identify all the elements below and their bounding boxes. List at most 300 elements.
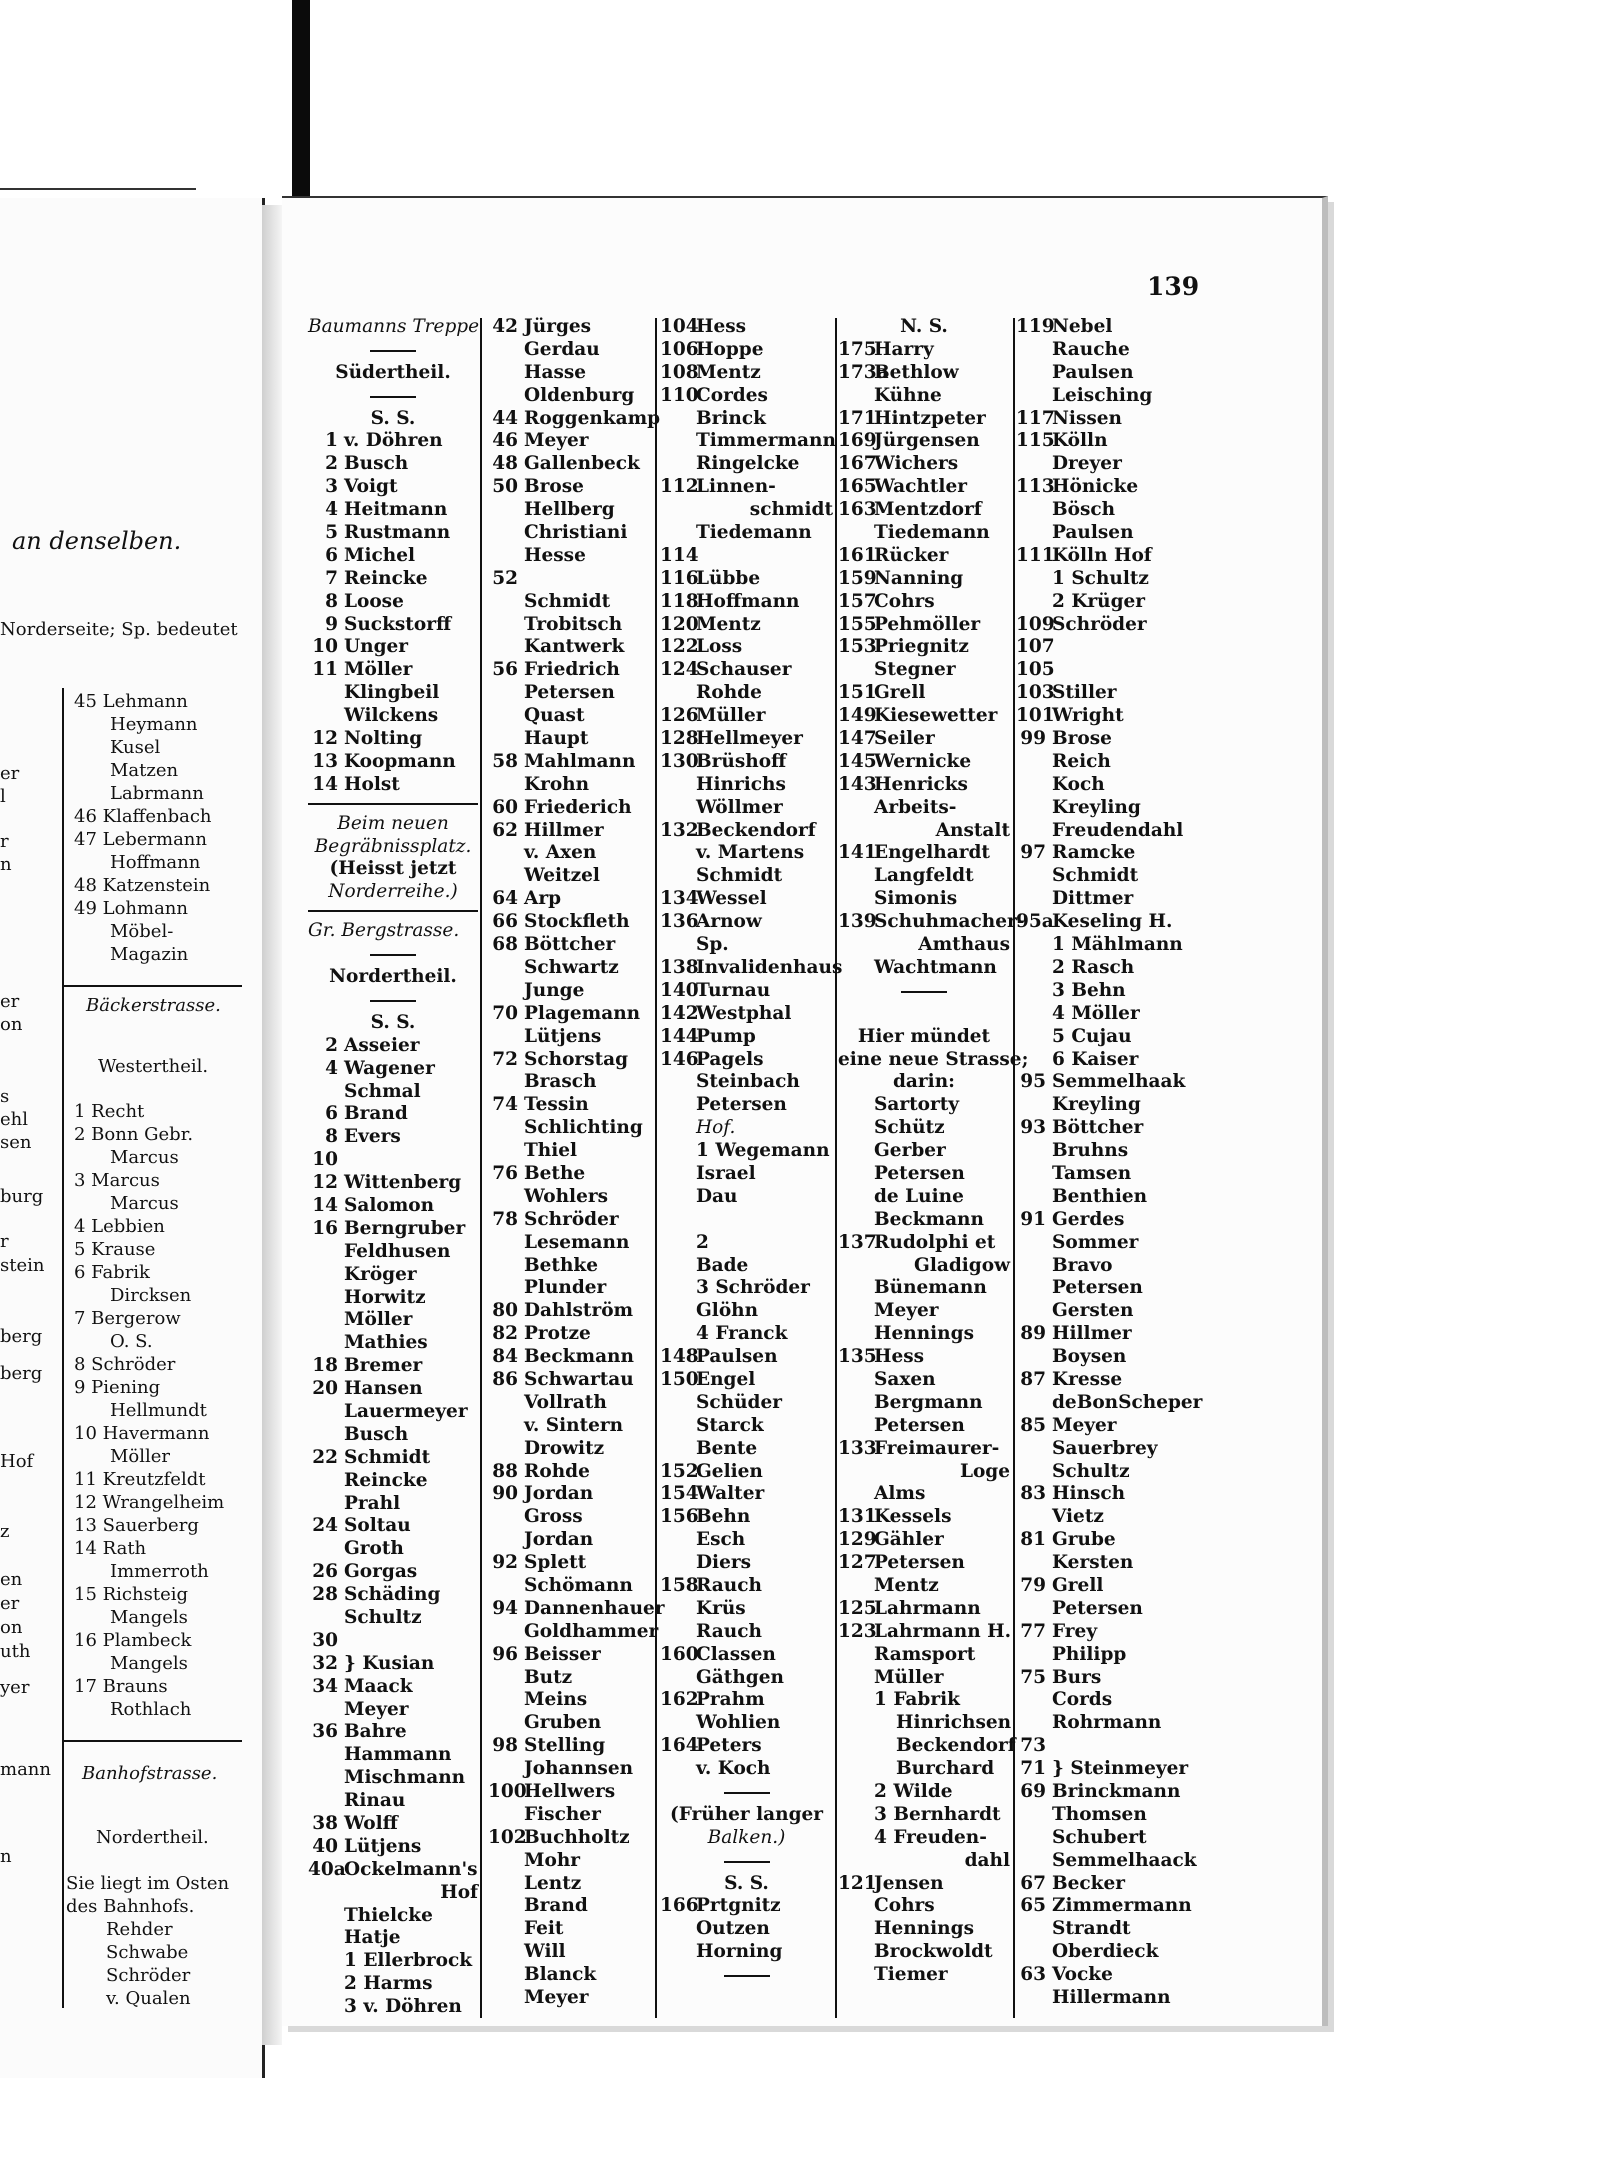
directory-entry	[660, 1392, 833, 1415]
directory-entry	[660, 1873, 833, 1896]
directory-entry	[1016, 1369, 1196, 1392]
resident-name: Sommer	[1052, 1231, 1139, 1253]
house-number: 98	[492, 1735, 518, 1757]
directory-entry	[1016, 614, 1196, 637]
directory-entry	[838, 934, 1010, 957]
resident-name: Dahlström	[524, 1300, 634, 1322]
directory-entry	[1016, 1781, 1196, 1804]
house-number: 74	[492, 1094, 518, 1116]
resident-name: Butz	[524, 1666, 573, 1688]
resident-name: Holst	[344, 773, 400, 795]
resident-name: v. Koch	[696, 1758, 771, 1780]
house-number: 8	[325, 1126, 338, 1148]
directory-entry	[1016, 499, 1196, 522]
resident-name: Sp.	[696, 934, 729, 956]
directory-entry	[488, 385, 653, 408]
resident-name: Drowitz	[524, 1437, 605, 1459]
directory-entry	[488, 636, 653, 659]
directory-entry	[838, 865, 1010, 888]
section-rule	[308, 803, 478, 805]
directory-entry	[1016, 1827, 1196, 1850]
resident-name: Petersen	[874, 1162, 965, 1184]
left-margin-fragment: berg	[0, 1326, 43, 1347]
house-number: 96	[492, 1643, 518, 1665]
resident-name: 1 Schultz	[1052, 567, 1149, 589]
directory-entry	[660, 1461, 833, 1484]
resident-name: Grell	[1052, 1574, 1104, 1596]
directory-entry	[1016, 1163, 1196, 1186]
house-number: 166	[660, 1895, 699, 1917]
left-entry: 5 Krause	[74, 1239, 156, 1260]
left-margin-fragment: n	[0, 854, 12, 875]
directory-entry	[488, 1987, 653, 2010]
directory-entry	[660, 636, 833, 659]
directory-entry	[488, 568, 653, 591]
resident-name: de Luine	[874, 1185, 964, 1207]
directory-entry	[660, 1163, 833, 1186]
house-number: 116	[660, 567, 699, 589]
resident-name: Müller	[874, 1666, 944, 1688]
resident-name: Bremer	[344, 1355, 423, 1377]
directory-entry	[308, 966, 478, 989]
directory-entry	[308, 1309, 478, 1332]
house-number: 91	[1020, 1208, 1046, 1230]
resident-name: Wolff	[344, 1813, 398, 1834]
resident-name: Trobitsch	[524, 613, 623, 635]
house-number: 64	[492, 888, 518, 910]
directory-entry	[308, 1515, 478, 1538]
directory-entry	[1016, 1575, 1196, 1598]
directory-entry	[660, 1438, 833, 1461]
house-number: 161	[838, 544, 877, 566]
left-entry: Schröder	[106, 1965, 191, 1986]
house-number: 66	[492, 911, 518, 933]
resident-name: Rauch	[696, 1574, 762, 1596]
house-number: 14	[312, 773, 338, 795]
directory-entry	[838, 1369, 1010, 1392]
directory-entry	[1016, 385, 1196, 408]
left-section-nordertheil: Nordertheil.	[96, 1827, 209, 1848]
directory-entry	[838, 316, 1010, 339]
directory-entry	[308, 1424, 478, 1447]
left-entry: Möbel-	[110, 921, 174, 942]
house-number: 110	[660, 384, 699, 406]
resident-name: Hinrichsen	[896, 1712, 1012, 1734]
directory-entry	[660, 1483, 833, 1506]
directory-entry	[1016, 751, 1196, 774]
left-entry: O. S.	[110, 1331, 153, 1352]
house-number: 4	[325, 1057, 338, 1079]
house-number: 114	[660, 544, 699, 566]
directory-entry	[488, 430, 653, 453]
resident-name: Prtgnitz	[696, 1895, 781, 1917]
resident-name: Lentz	[524, 1872, 582, 1894]
resident-name: Paulsen	[1052, 361, 1134, 383]
resident-name: Jürgensen	[874, 430, 980, 452]
directory-entry	[660, 1781, 833, 1804]
directory-entry	[660, 545, 833, 568]
resident-name: Mentzdorf	[874, 499, 982, 521]
resident-name: Pump	[696, 1025, 756, 1047]
house-number: 65	[1020, 1895, 1046, 1917]
directory-entry	[488, 728, 653, 751]
directory-entry	[838, 797, 1010, 820]
resident-name: Kühne	[874, 384, 942, 406]
house-number: 111	[1016, 544, 1055, 566]
directory-entry	[488, 1781, 653, 1804]
resident-name: Junge	[524, 979, 585, 1001]
resident-name: Plunder	[524, 1277, 607, 1299]
directory-entry	[1016, 1735, 1196, 1758]
resident-name: Meins	[524, 1689, 588, 1711]
house-number: 18	[312, 1355, 338, 1377]
directory-entry	[488, 1597, 665, 1621]
left-entry: Labrmann	[110, 783, 204, 804]
directory-entry	[838, 1346, 1010, 1369]
house-number: 118	[660, 590, 699, 612]
resident-name: Hatje	[344, 1927, 401, 1949]
house-number: 117	[1016, 407, 1055, 429]
resident-name: Frey	[1052, 1620, 1098, 1642]
directory-entry	[488, 820, 653, 843]
house-number: 147	[838, 728, 877, 750]
house-number: 129	[838, 1529, 877, 1551]
resident-name: (Heisst jetzt	[329, 858, 457, 880]
resident-name: Arp	[524, 888, 562, 910]
resident-name: Kreyling	[1052, 796, 1141, 818]
directory-entry	[1016, 1918, 1196, 1941]
resident-name: Beckmann	[874, 1208, 984, 1230]
resident-name: Hof	[440, 1881, 478, 1903]
resident-name: Lesemann	[524, 1231, 630, 1253]
resident-name: Bravo	[1052, 1254, 1113, 1276]
resident-name: Rohrmann	[1052, 1712, 1162, 1734]
house-number: 2	[325, 453, 338, 475]
directory-entry	[838, 1438, 1010, 1461]
directory-entry	[308, 1081, 478, 1104]
house-number: 155	[838, 613, 877, 635]
resident-name: Petersen	[524, 682, 615, 704]
resident-name: Schorstag	[524, 1048, 629, 1070]
directory-entry	[660, 1804, 833, 1827]
directory-entry	[838, 659, 1010, 682]
resident-name: Möller	[344, 659, 413, 681]
directory-entry	[488, 1620, 659, 1644]
resident-name: Beckendorf	[696, 819, 816, 841]
resident-name: Thomsen	[1052, 1803, 1147, 1825]
directory-entry	[838, 1277, 1010, 1300]
left-entry: Matzen	[110, 760, 179, 781]
resident-name: Stiller	[1052, 682, 1117, 704]
directory-entry	[308, 1721, 478, 1744]
resident-name: Schröder	[524, 1208, 619, 1230]
resident-name: 6 Kaiser	[1052, 1048, 1139, 1070]
directory-entry	[660, 1277, 833, 1300]
house-number: 32	[312, 1652, 338, 1674]
resident-name: Hillermann	[1052, 1987, 1171, 2009]
directory-entry	[488, 591, 653, 614]
resident-name: Schlichting	[524, 1117, 643, 1139]
directory-entry	[308, 682, 478, 705]
directory-entry	[838, 1461, 1010, 1484]
directory-entry	[308, 408, 478, 431]
directory-entry	[308, 1332, 478, 1355]
directory-entry	[488, 316, 653, 339]
directory-entry	[308, 1218, 478, 1241]
directory-entry	[838, 1003, 1010, 1026]
left-entry: Kusel	[110, 737, 161, 758]
directory-entry	[488, 1049, 653, 1072]
directory-entry	[1016, 728, 1196, 751]
directory-entry	[488, 1438, 653, 1461]
house-number: 141	[838, 842, 877, 864]
house-number: 138	[660, 956, 699, 978]
directory-entry	[838, 1506, 1010, 1529]
directory-entry	[308, 803, 478, 813]
left-entry: 6 Fabrik	[74, 1262, 150, 1283]
directory-entry	[660, 339, 833, 362]
house-number: 30	[312, 1629, 338, 1651]
resident-name: Feldhusen	[344, 1240, 451, 1262]
directory-entry	[660, 1667, 833, 1690]
resident-name: Hönicke	[1052, 476, 1139, 498]
house-number: 50	[492, 476, 518, 498]
resident-name: Nanning	[874, 567, 964, 589]
directory-entry	[488, 1392, 653, 1415]
directory-entry	[488, 1003, 653, 1026]
left-section-westertheil: Westertheil.	[98, 1056, 209, 1077]
resident-name: Petersen	[874, 1552, 965, 1574]
directory-entry	[1016, 408, 1196, 431]
directory-entry	[308, 1378, 478, 1401]
directory-entry	[1016, 1758, 1196, 1781]
resident-name: Schubert	[1052, 1826, 1147, 1848]
left-margin-fragment: en	[0, 1569, 23, 1590]
directory-entry	[660, 1529, 833, 1552]
left-entry: Hellmundt	[110, 1400, 207, 1421]
house-number: 144	[660, 1025, 699, 1047]
left-entry: Mangels	[110, 1653, 188, 1674]
house-number: 121	[838, 1872, 877, 1894]
house-number: 162	[660, 1689, 699, 1711]
directory-entry	[488, 1918, 653, 1941]
resident-name: Busch	[344, 1423, 409, 1445]
directory-entry	[1016, 591, 1196, 614]
directory-entry	[1016, 1529, 1196, 1552]
house-number: 100	[488, 1781, 527, 1802]
left-margin-fragment: on	[0, 1014, 23, 1035]
resident-name: Hennings	[874, 1323, 974, 1345]
resident-name: Südertheil.	[335, 361, 451, 383]
resident-name: Bergmann	[874, 1391, 983, 1413]
left-entry: Marcus	[110, 1193, 179, 1214]
resident-name: Hellberg	[524, 499, 615, 521]
directory-entry	[1016, 1598, 1196, 1621]
resident-name: Kessels	[874, 1506, 952, 1528]
directory-entry	[488, 659, 653, 682]
house-number: 42	[492, 316, 518, 337]
resident-name: Koch	[1052, 773, 1105, 795]
directory-entry	[838, 1735, 1016, 1758]
house-number: 124	[660, 659, 699, 681]
directory-column-2	[488, 316, 665, 2010]
directory-entry	[308, 545, 478, 568]
resident-name: Benthien	[1052, 1185, 1148, 1207]
directory-entry	[308, 1126, 478, 1149]
directory-entry	[308, 385, 478, 408]
resident-name: Cords	[1052, 1689, 1113, 1711]
directory-entry	[660, 1644, 833, 1667]
house-number: 12	[312, 1172, 338, 1194]
resident-name: Pagels	[696, 1048, 764, 1070]
resident-name: Rohde	[696, 682, 762, 704]
directory-entry	[308, 1836, 478, 1859]
directory-entry	[488, 682, 653, 705]
directory-entry	[660, 934, 833, 957]
resident-name: Engel	[696, 1368, 756, 1390]
left-entry: Immerroth	[110, 1561, 209, 1582]
resident-name: Unger	[344, 636, 409, 658]
resident-name: Suckstorff	[344, 613, 452, 635]
house-number: 78	[492, 1208, 518, 1230]
directory-entry	[308, 1287, 478, 1310]
resident-name: 4 Möller	[1052, 1002, 1140, 1024]
directory-entry	[488, 499, 653, 522]
directory-entry	[838, 1094, 1010, 1117]
house-number: 123	[838, 1620, 877, 1642]
resident-name: Leisching	[1052, 384, 1153, 406]
resident-name: Stockfleth	[524, 911, 630, 933]
resident-name: Schauser	[696, 659, 792, 681]
directory-entry	[660, 1071, 833, 1094]
directory-entry	[838, 1621, 1010, 1644]
resident-name: Salomon	[344, 1194, 435, 1216]
resident-name: Wachtler	[874, 476, 967, 498]
directory-entry	[660, 1827, 833, 1850]
house-number: 126	[660, 705, 699, 727]
resident-name: Mahlmann	[524, 750, 636, 772]
resident-name: Beisser	[524, 1643, 601, 1665]
directory-entry	[1016, 1232, 1196, 1255]
left-entry: Mangels	[110, 1607, 188, 1628]
resident-name: Goldhammer	[524, 1620, 659, 1642]
resident-name: schmidt	[749, 499, 833, 521]
house-number: 93	[1020, 1117, 1046, 1139]
house-number: 99	[1020, 728, 1046, 750]
house-number: 73	[1020, 1735, 1046, 1757]
directory-entry	[838, 1071, 1010, 1094]
left-entry: 12 Wrangelheim	[74, 1492, 225, 1513]
directory-entry	[1016, 636, 1196, 659]
resident-name: Sauerbrey	[1052, 1437, 1158, 1459]
directory-entry	[1016, 842, 1196, 865]
directory-entry	[1016, 1689, 1196, 1712]
resident-name: 3 Bernhardt	[874, 1803, 1001, 1825]
resident-name: Wilckens	[344, 705, 439, 727]
directory-entry	[660, 1415, 833, 1438]
directory-entry	[1016, 1873, 1196, 1896]
directory-entry	[1016, 774, 1196, 797]
resident-name: 3 Behn	[1052, 979, 1126, 1001]
resident-name: Protze	[524, 1323, 591, 1345]
house-number: 171	[838, 407, 877, 429]
resident-name: Hinrichs	[696, 773, 786, 795]
resident-name: Wöllmer	[696, 796, 783, 818]
resident-name: 5 Cujau	[1052, 1025, 1132, 1047]
resident-name: Oberdieck	[1052, 1941, 1159, 1963]
directory-entry	[488, 1644, 653, 1667]
resident-name: Schmidt	[344, 1446, 431, 1468]
resident-name: Buchholtz	[524, 1826, 630, 1848]
directory-entry	[488, 1552, 653, 1575]
resident-name: v. Döhren	[344, 430, 443, 452]
directory-entry	[308, 1584, 478, 1607]
house-number: 160	[660, 1643, 699, 1665]
resident-name: Mentz	[696, 613, 761, 635]
house-number: 165	[838, 476, 877, 498]
resident-name: Grube	[1052, 1529, 1116, 1551]
directory-entry	[838, 1918, 1010, 1941]
resident-name: Gähler	[874, 1529, 944, 1551]
resident-name: Brockwoldt	[874, 1941, 993, 1963]
house-number: 152	[660, 1460, 699, 1482]
house-number: 20	[312, 1378, 338, 1400]
resident-name: Semmelhaack	[1052, 1849, 1197, 1871]
resident-name: 2 Krüger	[1052, 590, 1146, 612]
resident-name: 3 Schröder	[696, 1277, 810, 1299]
resident-name: Friederich	[524, 796, 632, 818]
resident-name: Schmidt	[524, 590, 611, 612]
directory-entry	[660, 385, 833, 408]
house-number: 167	[838, 453, 877, 475]
directory-entry	[308, 1195, 478, 1218]
house-number: 142	[660, 1002, 699, 1024]
left-street-banhof: Banhofstrasse.	[82, 1763, 218, 1784]
resident-name: Gorgas	[344, 1561, 418, 1583]
directory-entry	[660, 1140, 833, 1163]
resident-name: Gallenbeck	[524, 453, 640, 475]
directory-entry	[660, 1964, 833, 1987]
resident-name: Meyer	[524, 430, 589, 452]
resident-name: Beckendorf	[896, 1735, 1016, 1757]
resident-name: Baumanns Treppe	[308, 316, 480, 337]
resident-name: Schultz	[1052, 1460, 1130, 1482]
house-number: 143	[838, 773, 877, 795]
house-number: 28	[312, 1584, 338, 1606]
resident-name: Philipp	[1052, 1643, 1127, 1665]
resident-name: Peters	[696, 1735, 762, 1757]
book-gutter	[262, 205, 282, 2045]
left-intro-fragment: Norderseite; Sp. bedeutet	[0, 619, 238, 640]
directory-entry	[838, 957, 1010, 980]
left-entry: 8 Schröder	[74, 1354, 176, 1375]
resident-name: Kersten	[1052, 1552, 1134, 1574]
resident-name: Rücker	[874, 544, 949, 566]
resident-name: Dannenhauer	[524, 1597, 665, 1619]
directory-entry	[488, 1804, 653, 1827]
resident-name: } Steinmeyer	[1052, 1758, 1189, 1780]
directory-entry	[660, 659, 833, 682]
resident-name: 2	[696, 1231, 709, 1253]
house-number: 8	[325, 590, 338, 612]
directory-entry	[488, 1461, 653, 1484]
directory-entry	[1016, 705, 1196, 728]
resident-name: v. Sintern	[524, 1414, 624, 1436]
resident-name: Mentz	[874, 1574, 939, 1596]
directory-entry	[1016, 682, 1196, 705]
left-entry: 14 Rath	[74, 1538, 147, 1559]
resident-name: Asseier	[344, 1034, 420, 1056]
